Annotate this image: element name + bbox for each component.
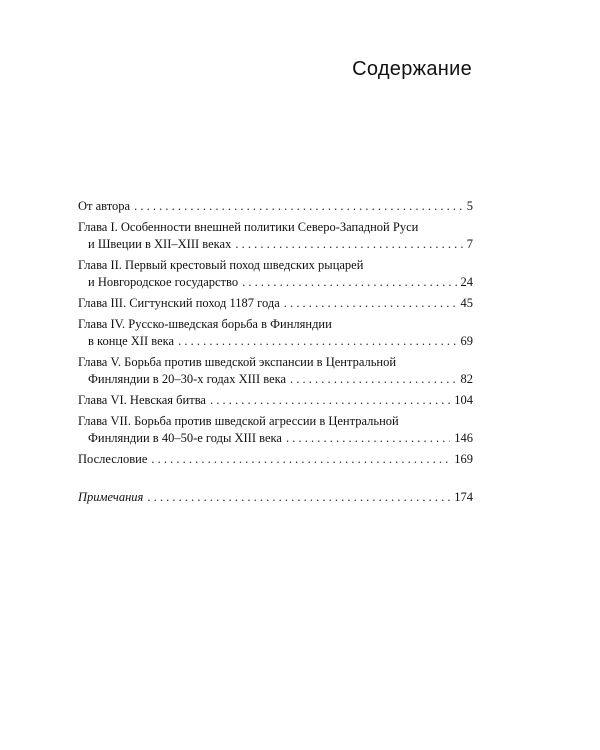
dot-leader bbox=[147, 489, 450, 506]
toc-entry-chapter-4 bbox=[78, 316, 473, 350]
dot-leader bbox=[210, 392, 450, 409]
toc-entry-chapter-5 bbox=[78, 354, 473, 388]
toc-line bbox=[78, 257, 473, 274]
toc-line bbox=[78, 451, 473, 468]
toc-line bbox=[78, 430, 473, 447]
toc-entry-title: От автора bbox=[78, 199, 131, 213]
toc-entry-notes bbox=[78, 489, 473, 506]
toc-line bbox=[78, 413, 473, 430]
toc-line bbox=[78, 392, 473, 409]
dot-leader bbox=[178, 333, 456, 350]
toc-line bbox=[78, 219, 473, 236]
toc-line bbox=[78, 354, 473, 371]
toc-page-number: 174 bbox=[454, 490, 473, 504]
toc-entry-chapter-6 bbox=[78, 392, 473, 409]
toc-entry-title: Глава VII. Борьба против шведской агрессии в Центральной bbox=[78, 414, 399, 428]
toc-entry-from-author bbox=[78, 198, 473, 215]
toc-entry-title: Примечания bbox=[78, 490, 144, 504]
toc-line bbox=[78, 489, 473, 506]
toc-entry-afterword bbox=[78, 451, 473, 468]
toc-entry-title-continuation: и Швеции в XII–XIII веках bbox=[88, 237, 232, 251]
toc-entry-title: Послесловие bbox=[78, 452, 148, 466]
toc-page-number: 69 bbox=[460, 334, 473, 348]
toc-page-number: 146 bbox=[454, 431, 473, 445]
dot-leader bbox=[290, 371, 456, 388]
toc-page-number: 5 bbox=[466, 199, 473, 213]
toc-entry-title-continuation: Финляндии в 20–30-х годах XIII века bbox=[88, 372, 287, 386]
dot-leader bbox=[134, 198, 463, 215]
dot-leader bbox=[242, 274, 456, 291]
toc-entry-title-continuation: в конце XII века bbox=[88, 334, 175, 348]
dot-leader bbox=[284, 295, 457, 312]
dot-leader bbox=[235, 236, 462, 253]
toc-page-number: 82 bbox=[460, 372, 473, 386]
toc-entry-title-continuation: Финляндии в 40–50-е годы XIII века bbox=[88, 431, 282, 445]
toc-entry-title: Глава VI. Невская битва bbox=[78, 393, 206, 407]
toc-entry-title: Глава V. Борьба против шведской экспансии в Центральной bbox=[78, 355, 397, 369]
toc-page-number: 7 bbox=[466, 237, 473, 251]
toc-line bbox=[78, 371, 473, 388]
toc-page-number: 169 bbox=[454, 452, 473, 466]
toc-line bbox=[78, 295, 473, 312]
toc-entry-chapter-3 bbox=[78, 295, 473, 312]
toc-entry-title: Глава III. Сигтунский поход 1187 года bbox=[78, 296, 280, 310]
toc-line bbox=[78, 274, 473, 291]
toc-line bbox=[78, 198, 473, 215]
toc-line bbox=[78, 236, 473, 253]
dot-leader bbox=[151, 451, 450, 468]
toc-page-number: 24 bbox=[460, 275, 473, 289]
toc-entry-chapter-2 bbox=[78, 257, 473, 291]
toc-page-number: 45 bbox=[460, 296, 473, 310]
toc-page-number: 104 bbox=[454, 393, 473, 407]
toc-line bbox=[78, 333, 473, 350]
dot-leader bbox=[286, 430, 450, 447]
table-of-contents bbox=[78, 198, 473, 510]
toc-entry-chapter-7 bbox=[78, 413, 473, 447]
toc-entry-chapter-1 bbox=[78, 219, 473, 253]
toc-entry-title-continuation: и Новгородское государство bbox=[88, 275, 239, 289]
toc-entry-title: Глава I. Особенности внешней политики Северо-Западной Руси bbox=[78, 220, 419, 234]
toc-entry-title: Глава II. Первый крестовый поход шведских рыцарей bbox=[78, 258, 364, 272]
toc-line bbox=[78, 316, 473, 333]
page-title: Содержание bbox=[352, 58, 472, 80]
toc-entry-title: Глава IV. Русско-шведская борьба в Финляндии bbox=[78, 317, 332, 331]
